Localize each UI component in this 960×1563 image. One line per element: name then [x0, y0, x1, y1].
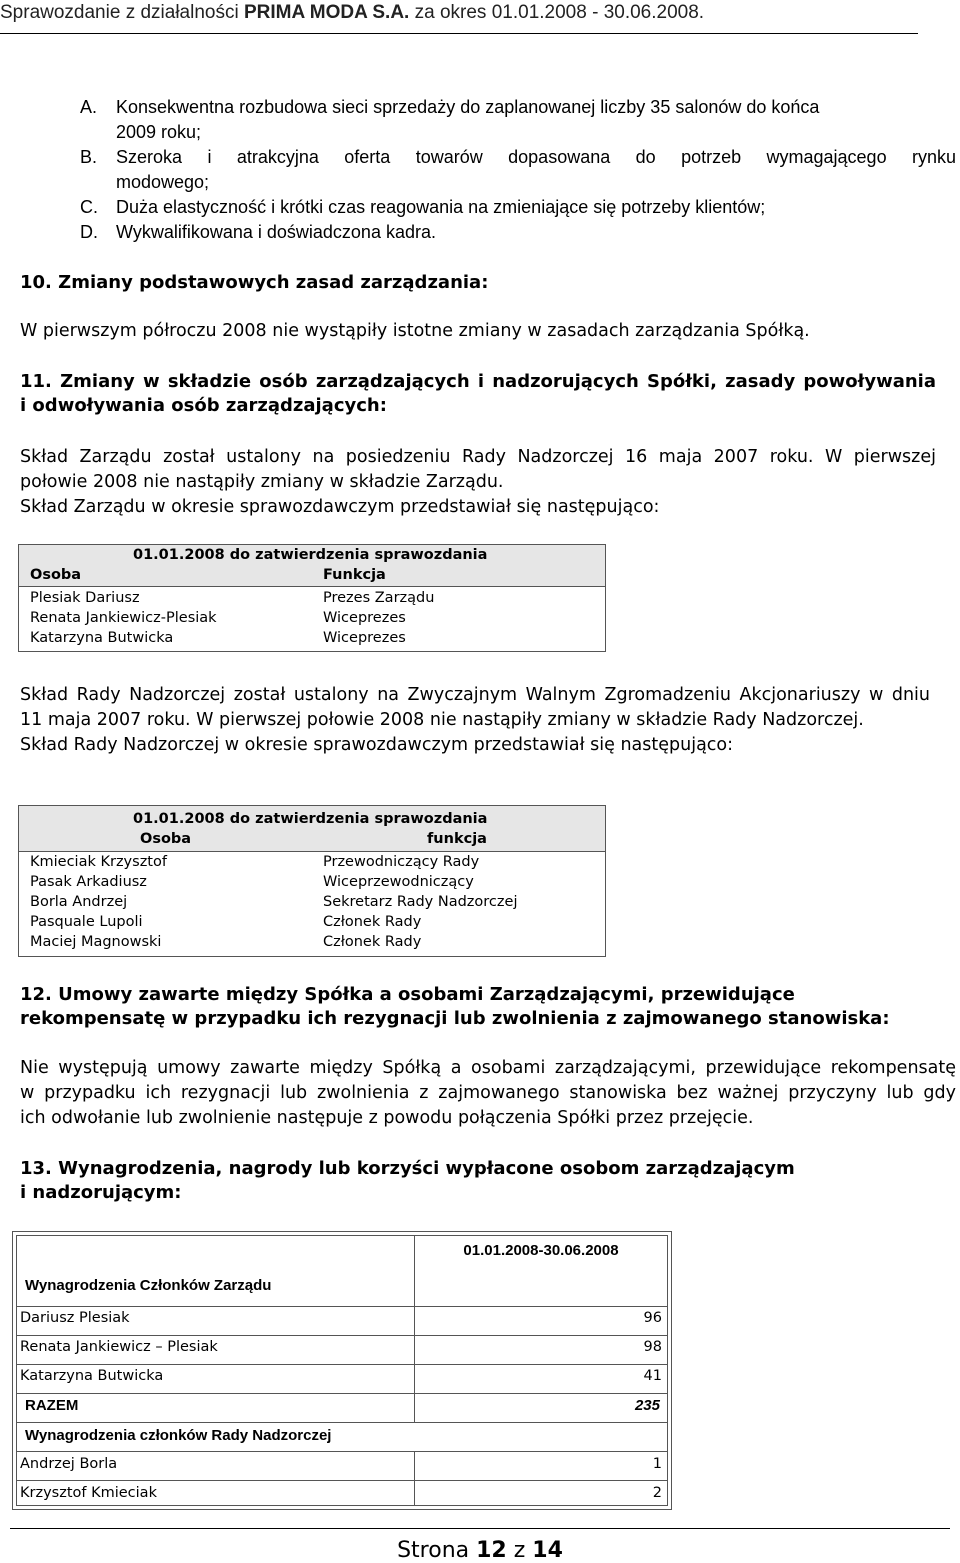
pay-supervisory-name: Andrzej Borla [20, 1456, 118, 1472]
board-person: Plesiak Dariusz [30, 590, 140, 606]
header-middle: za okres [409, 2, 492, 23]
page-number [0, 1538, 960, 1563]
supervisory-person: Pasquale Lupoli [30, 914, 143, 930]
pay-table-board-heading: Wynagrodzenia Członków Zarządu [25, 1277, 272, 1294]
pay-table-rule [16, 1422, 668, 1423]
pay-board-name: Dariusz Plesiak [20, 1310, 130, 1326]
board-table-period: 01.01.2008 do zatwierdzenia sprawozdania [133, 547, 488, 563]
board-person: Katarzyna Butwicka [30, 630, 174, 646]
pay-table-rule [16, 1364, 668, 1365]
supervisory-table-rule [18, 851, 606, 852]
pay-table-rule [16, 1393, 668, 1394]
pay-board-value: 98 [643, 1339, 662, 1355]
supervisory-person: Kmieciak Krzysztof [30, 854, 167, 870]
supervisory-role: Przewodniczący Rady [323, 854, 480, 870]
list-letter: A. [80, 97, 98, 117]
section-12-body-line2: w przypadku ich rezygnacji lub zwolnienia z zajmowanego stanowiska bez ważnej przyczyny lub gdy [20, 1083, 956, 1103]
pay-table-period: 01.01.2008-30.06.2008 [463, 1242, 619, 1259]
pay-total-label: RAZEM [25, 1397, 79, 1414]
pay-table-col-rule [414, 1306, 415, 1422]
pay-board-value: 96 [643, 1310, 662, 1326]
supervisory-table-period: 01.01.2008 do zatwierdzenia sprawozdania [133, 811, 488, 827]
pay-table-rule [16, 1451, 668, 1452]
section-11-heading-line1: 11. Zmiany w składzie osób zarządzających i nadzorujących Spółki, zasady powoływania [20, 371, 936, 392]
footer-middle: z [506, 1538, 533, 1563]
supervisory-role: Członek Rady [323, 934, 422, 950]
advantage-text-b: Szeroka i atrakcyjna oferta towarów dopasowana do potrzeb wymagającego rynku [116, 147, 956, 167]
supervisory-person: Pasak Arkadiusz [30, 874, 147, 890]
list-letter: B. [80, 147, 98, 167]
section-12-heading-line2: rekompensatę w przypadku ich rezygnacji lub zwolnienia z zajmowanego stanowiska: [20, 1008, 890, 1029]
advantage-text-d: Wykwalifikowana i doświadczona kadra. [116, 222, 436, 242]
supervisory-role: Sekretarz Rady Nadzorczej [323, 894, 518, 910]
pay-board-name: Katarzyna Butwicka [20, 1368, 164, 1384]
pay-table-rule [16, 1335, 668, 1336]
section-12-body-line1: Nie występują umowy zawarte między Spółką a osobami zarządzającymi, przewidujące rekompensatę [20, 1058, 956, 1078]
pay-table-col-rule [414, 1451, 415, 1506]
supervisory-table-col-person: Osoba [140, 831, 192, 847]
board-table-rule [18, 586, 606, 587]
report-header-title [0, 2, 704, 24]
pay-supervisory-value: 1 [652, 1456, 662, 1472]
footer-divider [10, 1528, 950, 1529]
board-table-col-role: Funkcja [323, 567, 386, 583]
board-role: Wiceprezes [323, 610, 406, 626]
board-role: Prezes Zarządu [323, 590, 435, 606]
supervisory-role: Członek Rady [323, 914, 422, 930]
footer-total: 14 [532, 1538, 563, 1563]
advantage-item-b-cont: modowego; [116, 172, 210, 192]
header-prefix: Sprawozdanie z działalności [0, 2, 244, 23]
section-11-body-line2: połowie 2008 nie nastąpiły zmiany w składzie Zarządu. [20, 472, 504, 492]
section-11-body-line1: Skład Zarządu został ustalony na posiedzeniu Rady Nadzorczej 16 maja 2007 roku. W pierwszej [20, 447, 936, 467]
supervisory-text-line3: Skład Rady Nadzorczej w okresie sprawozdawczym przedstawiał się następująco: [20, 735, 734, 755]
pay-table-supervisory-heading: Wynagrodzenia członków Rady Nadzorczej [25, 1427, 332, 1444]
footer-page: 12 [476, 1538, 507, 1563]
header-company: PRIMA MODA S.A. [243, 2, 410, 23]
pay-board-name: Renata Jankiewicz – Plesiak [20, 1339, 218, 1355]
section-11-heading-line2: i odwoływania osób zarządzających: [20, 395, 387, 416]
advantage-line: Konsekwentna rozbudowa sieci sprzedaży do zaplanowanej liczby 35 salonów do końca [116, 97, 820, 117]
section-10-heading: 10. Zmiany podstawowych zasad zarządzania: [20, 272, 489, 293]
pay-supervisory-name: Krzysztof Kmieciak [20, 1485, 157, 1501]
section-12-heading-line1: 12. Umowy zawarte między Spółka a osobami Zarządzającymi, przewidujące [20, 984, 795, 1005]
board-person: Renata Jankiewicz-Plesiak [30, 610, 217, 626]
list-letter: C. [80, 197, 98, 217]
section-13-heading-line2: i nadzorującym: [20, 1182, 182, 1203]
board-table-col-person: Osoba [30, 567, 82, 583]
supervisory-text-line1: Skład Rady Nadzorczej został ustalony na Zwyczajnym Walnym Zgromadzeniu Akcjonariuszy w dniu [20, 685, 930, 705]
advantage-text-a [116, 96, 956, 119]
board-role: Wiceprezes [323, 630, 406, 646]
pay-table-rule [16, 1480, 668, 1481]
supervisory-person: Borla Andrzej [30, 894, 128, 910]
section-12-body-line3: ich odwołanie lub zwolnienie następuje z powodu połączenia Spółki przez przejęcie. [20, 1108, 754, 1128]
list-letter: D. [80, 222, 98, 242]
pay-table-rule [16, 1306, 668, 1307]
supervisory-role: Wiceprzewodniczący [323, 874, 474, 890]
supervisory-person: Maciej Magnowski [30, 934, 162, 950]
header-period: 01.01.2008 - 30.06.2008. [491, 2, 705, 23]
header-divider [0, 33, 918, 34]
supervisory-text-line2: 11 maja 2007 roku. W pierwszej połowie 2008 nie nastąpiły zmiany w składzie Rady Nadzorczej. [20, 710, 864, 730]
section-10-body: W pierwszym półroczu 2008 nie wystąpiły istotne zmiany w zasadach zarządzania Spółką. [20, 321, 810, 341]
pay-board-value: 41 [643, 1368, 662, 1384]
supervisory-table-col-role: funkcja [427, 831, 487, 847]
advantage-item-a-cont: 2009 roku; [116, 122, 202, 142]
pay-supervisory-value: 2 [652, 1485, 662, 1501]
section-13-heading-line1: 13. Wynagrodzenia, nagrody lub korzyści wypłacone osobom zarządzającym [20, 1158, 795, 1179]
pay-total-value: 235 [634, 1397, 660, 1414]
footer-prefix: Strona [397, 1538, 477, 1563]
section-11-body-line3: Skład Zarządu w okresie sprawozdawczym przedstawiał się następująco: [20, 497, 660, 517]
advantage-text-c: Duża elastyczność i krótki czas reagowania na zmieniające się potrzeby klientów; [116, 197, 766, 217]
